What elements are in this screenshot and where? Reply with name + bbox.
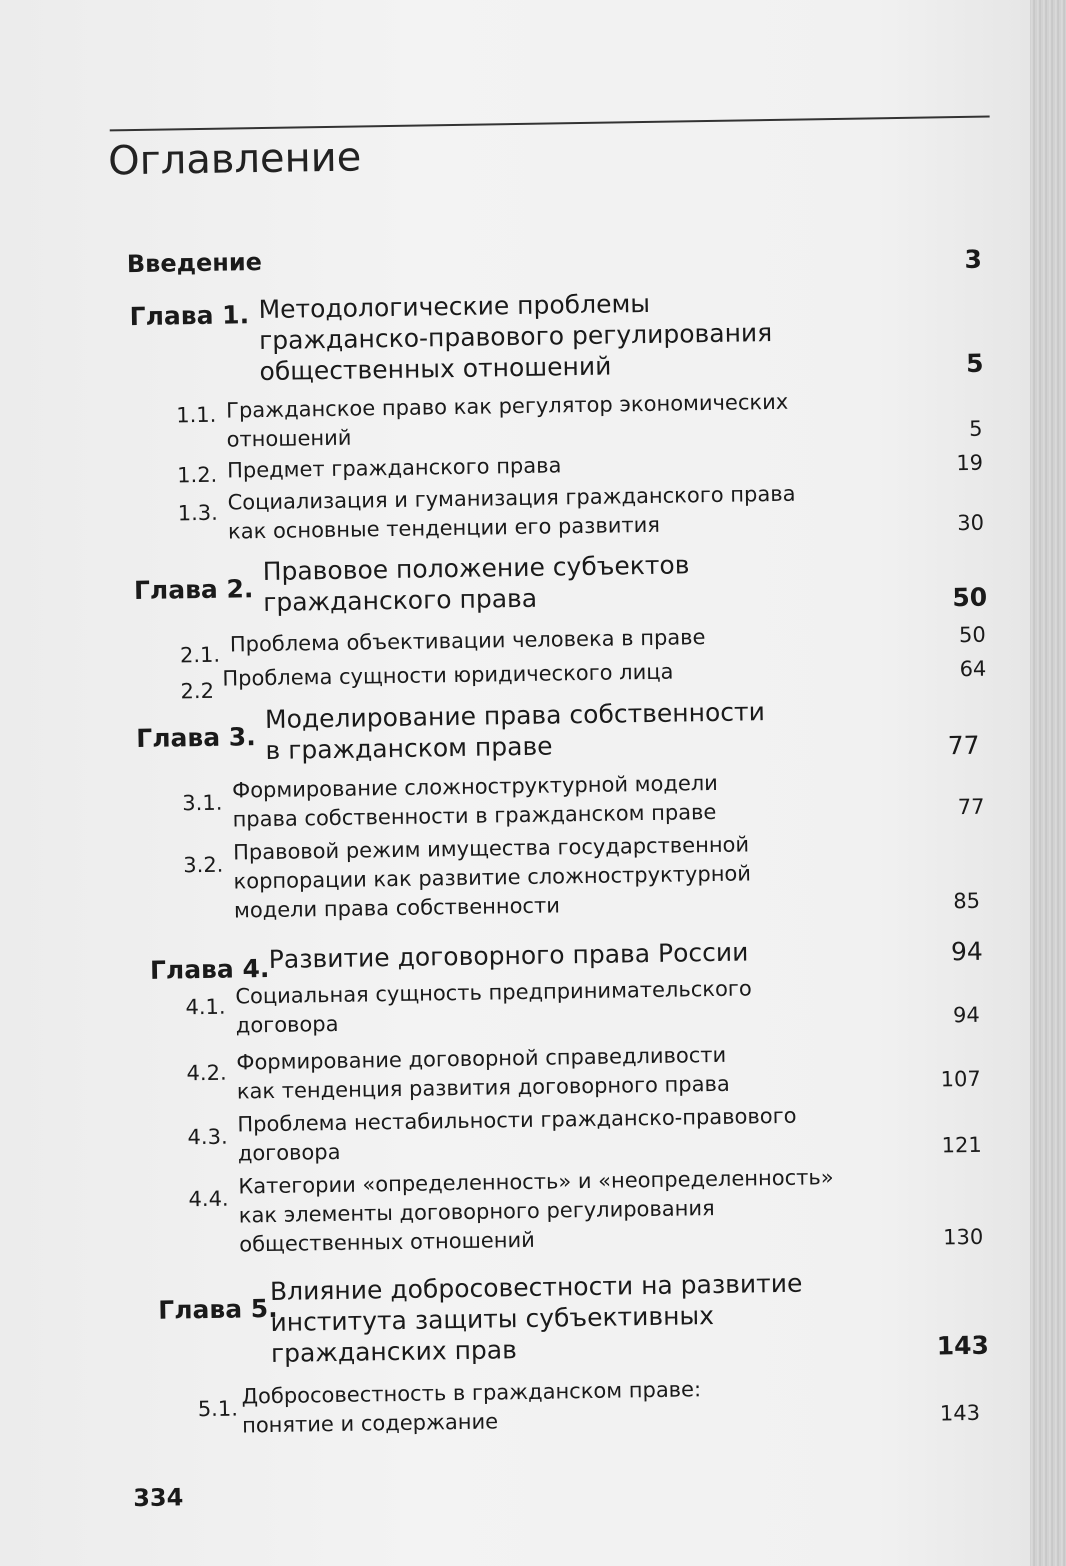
chapter-5-title-line: института защиты субъективных [270, 1301, 715, 1337]
section-title-line: модели права собственности [233, 893, 561, 923]
chapter-4-page: 94 [950, 936, 983, 967]
section-page: 64 [959, 656, 987, 682]
chapter-2-title-line: Правовое положение субъектов [262, 550, 690, 587]
section-title-line: Проблема объективации человека в праве [229, 625, 706, 657]
chapter-4-title-line: Развитие договорного права России [268, 937, 749, 974]
section-page: 5 [968, 416, 983, 441]
chapter-2-page: 50 [952, 582, 988, 613]
section-title-line: как тенденция развития договорного права [236, 1071, 730, 1104]
section-title-line: Формирование договорной справедливости [236, 1042, 727, 1075]
section-title [235, 974, 752, 1040]
section-title [230, 623, 706, 659]
section-title [227, 480, 796, 547]
section-title [237, 1102, 797, 1169]
section-title [227, 451, 562, 485]
section-title [236, 1041, 730, 1107]
chapter-2-label: Глава 2. [133, 574, 254, 606]
section-title-line: Гражданское право как регулятор экономических [225, 389, 789, 423]
section-title-line: договора [235, 1011, 339, 1038]
section-page: 107 [940, 1066, 981, 1092]
chapter-1-title [258, 286, 773, 387]
section-page: 143 [939, 1400, 981, 1426]
section-title-line: Категории «определенность» и «неопределенность» [238, 1165, 834, 1199]
section-title-line: как элементы договорного регулирования [238, 1195, 715, 1228]
chapter-2-title-line: гражданского права [262, 583, 538, 618]
section-title-line: Предмет гражданского права [226, 453, 562, 483]
section-num: 2.2 [180, 678, 215, 704]
section-title [233, 830, 752, 925]
section-title-line: отношений [226, 425, 352, 452]
chapter-3-label: Глава 3. [136, 722, 256, 754]
section-num: 1.2. [176, 462, 218, 488]
section-title-line: Социальная сущность предпринимательского [235, 976, 752, 1009]
section-title [226, 388, 789, 455]
section-num: 3.1. [182, 790, 223, 816]
section-title-line: права собственности в гражданском праве [232, 799, 717, 832]
chapter-1-title-line: Методологические проблемы [258, 288, 651, 325]
section-title-line: общественных отношений [239, 1227, 535, 1257]
section-page: 85 [953, 888, 981, 914]
chapter-3-page: 77 [947, 730, 980, 761]
chapter-5-page: 143 [936, 1330, 990, 1361]
section-title-line: Проблема нестабильности гражданско-правового [237, 1103, 797, 1137]
chapter-5-title [270, 1268, 804, 1369]
section-title [238, 1163, 835, 1259]
chapter-3-title-line: Моделирование права собственности [264, 697, 766, 734]
page-title: Оглавление [107, 134, 362, 185]
chapter-5-label: Глава 5. [158, 1293, 278, 1325]
page-number: 334 [133, 1483, 184, 1513]
section-title [232, 769, 719, 835]
title-rule [110, 116, 990, 132]
section-title [222, 658, 674, 694]
chapter-4-title [269, 936, 749, 975]
section-title-line: договора [237, 1139, 341, 1166]
chapter-1-page: 5 [965, 348, 984, 378]
section-title-line: Проблема сущности юридического лица [222, 659, 674, 691]
chapter-1-label: Глава 1. [129, 300, 250, 332]
section-title-line: как основные тенденции его развития [227, 512, 661, 544]
section-page: 19 [956, 450, 984, 476]
section-page: 130 [942, 1224, 984, 1250]
chapter-3-title [265, 696, 766, 766]
section-num: 4.1. [185, 994, 226, 1020]
book-page-edge [1030, 0, 1066, 1566]
intro-page: 3 [964, 244, 983, 274]
chapter-3-title-line: в гражданском праве [265, 731, 553, 765]
section-page: 30 [957, 510, 985, 536]
section-num: 4.3. [187, 1124, 228, 1150]
section-page: 121 [941, 1132, 982, 1158]
section-title-line: Социализация и гуманизация гражданского права [227, 481, 796, 515]
chapter-1-title-line: общественных отношений [259, 351, 612, 387]
section-num: 4.2. [186, 1060, 227, 1086]
chapter-4-label: Глава 4. [149, 953, 270, 985]
section-title-line: Добросовестность в гражданском праве: [241, 1377, 702, 1409]
section-num: 5.1. [197, 1396, 239, 1422]
section-title-line: понятие и содержание [241, 1409, 499, 1438]
section-page: 94 [952, 1002, 980, 1028]
chapter-5-title-line: гражданских прав [270, 1335, 518, 1368]
section-page: 77 [957, 794, 985, 820]
chapter-5-title-line: Влияние добросовестности на развитие [269, 1268, 803, 1306]
section-num: 3.2. [183, 852, 224, 878]
section-num: 2.1. [179, 642, 221, 668]
section-num: 1.3. [177, 500, 219, 526]
section-page: 50 [958, 622, 986, 648]
intro-label: Введение [126, 247, 263, 279]
section-title-line: корпорации как развитие сложноструктурной [233, 861, 752, 894]
section-num: 1.1. [176, 402, 217, 428]
chapter-2-title [262, 549, 690, 618]
section-title-line: Правовой режим имущества государственной [232, 832, 750, 865]
chapter-1-title-line: гражданско-правового регулирования [258, 317, 773, 356]
section-title [241, 1375, 701, 1440]
section-title-line: Формирование сложноструктурной модели [231, 770, 719, 803]
section-num: 4.4. [188, 1186, 229, 1212]
